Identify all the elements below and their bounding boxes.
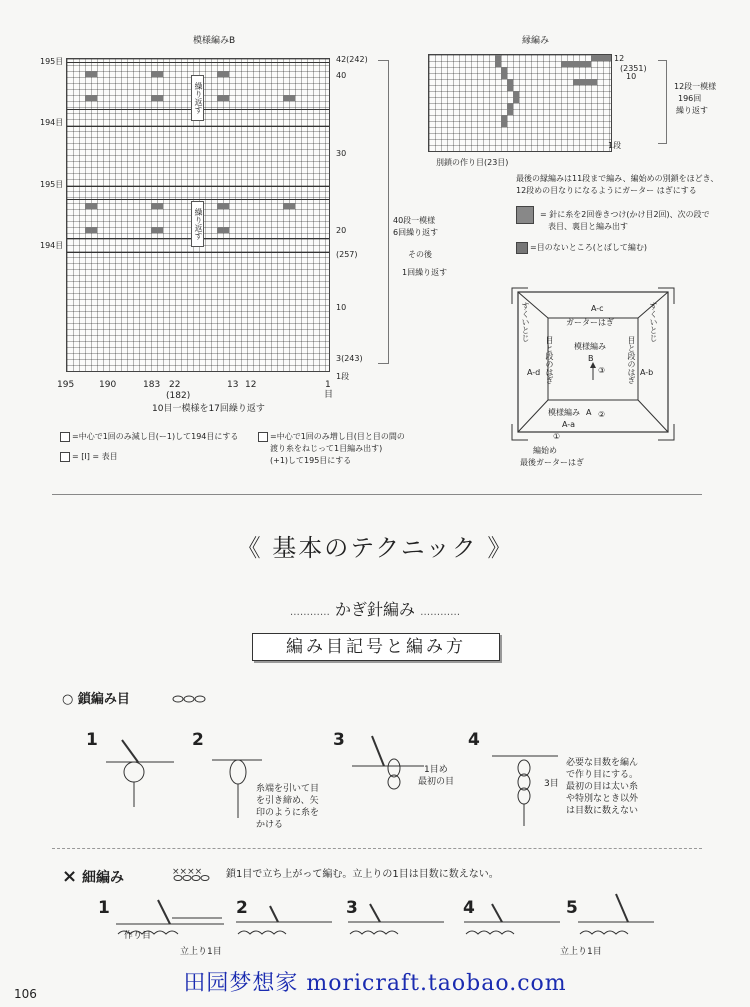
row-mark: 30 [336,149,347,158]
sc-heading: 細編み [81,870,124,886]
diag-caption-2: 最後ガーターはぎ [520,458,584,467]
chain-note-4e: は目数に数えない [566,806,639,816]
diag-center-num: ③ [598,366,606,375]
diag-bottom-num: ② [598,410,606,419]
subtitle-text: かぎ針編み [334,600,415,619]
col-number: 183 [143,380,161,390]
diag-bottom-num1: ① [553,432,561,441]
sc-illus-3 [346,900,446,946]
row-mark: 20 [336,226,347,235]
chain-note: 別鎖の作り目(23目) [436,158,509,167]
legend-decrease: =中心で1回のみ減し目(ー1)して194目にする [72,432,239,441]
diag-bottom-sub: A-a [562,420,576,429]
sc-label-b: 立上り1目 [180,947,222,957]
chart-b-grid [66,58,330,372]
edge-side-note: 繰り返す [676,106,708,115]
edge-chart-grid [428,54,612,152]
chain-symbol-icon [172,694,212,704]
chain-label-3a: 1目め [424,765,448,775]
row-mark: 42(242) [336,55,368,64]
sc-label-c: 立上り1目 [560,947,602,957]
legend-yo: = 針に糸を2回巻きつけ(かけ目2回)、次の段で [540,210,710,219]
framed-heading: 編み目記号と編み方 [252,633,500,661]
chain-label-3b: 最初の目 [418,777,455,787]
subtitle-dots-left: ………… [289,607,330,618]
edge-bracket [658,60,667,144]
chain-note-2a: 糸端を引いて目 [256,784,320,794]
sc-illus-4 [462,900,562,946]
legend-increase-3: (+1)して195目にする [270,456,352,465]
edge-chart-title: 縁編み [522,36,550,46]
edge-mark: (2351) [620,64,647,73]
diag-outer-right: すくいとじ [649,302,658,342]
chain-illus-3 [348,732,428,798]
subtitle [0,597,750,620]
section-divider [52,494,702,495]
sc-illus-2 [234,900,334,946]
sc-desc: 鎖1目で立ち上がって編む。立上りの1目は目数に数えない。 [226,869,499,880]
svg-text:××××: ×××× [172,867,203,877]
chain-step-1: 1 [86,730,98,750]
col-paren: (182) [166,391,191,401]
sc-section [62,866,124,887]
edge-mark: 10 [626,72,637,81]
legend-yo-2: 表目、裏目と編み出す [548,222,628,231]
chain-note-2c: 印のように糸を [256,808,320,818]
sc-step-4: 4 [463,898,475,918]
row-mark: 10 [336,303,347,312]
chain-note-2d: かける [256,820,284,830]
sc-step-3: 3 [346,898,358,918]
diag-right: A-b [640,368,654,377]
diag-center-1: 模様編み [574,342,606,351]
chain-label-4: 3目 [544,779,559,789]
side-note: 1回繰り返す [402,268,448,277]
repeat-box-1: 繰り返す [191,75,204,121]
diag-top-sub: ガーターはぎ [566,318,614,327]
sc-label-a: 作り目 [124,931,152,941]
chain-note-2b: を引き締め、矢 [256,796,319,806]
row-label: 194目 [40,118,64,127]
knit-icon [60,452,70,462]
col-number: 22 [169,380,181,390]
repeat-note: 10目一模様を17回繰り返す [152,404,265,414]
row-mark: 1段 [336,372,350,381]
sc-step-1: 1 [98,898,110,918]
side-note: 40段一模様 [393,216,436,225]
chain-icon: ○ [62,692,74,707]
chain-illus-1 [100,732,180,810]
sc-symbol-icon [172,866,218,882]
diag-top: A-c [591,304,604,313]
yo-twice-icon [516,206,534,224]
chart-b-title: 模様編みB [193,36,236,46]
sc-step-2: 2 [236,898,248,918]
sc-step-5: 5 [566,898,578,918]
diag-bottom-label: 模様編み [548,408,580,417]
col-number: 1 [325,380,331,390]
increase-icon [258,432,268,442]
col-number: 195 [57,380,75,390]
edge-note-2: 12段めの目なりになるようにガーター はぎにする [516,186,697,195]
col-number: 190 [99,380,117,390]
chain-note-4c: 最初の目は太い糸 [566,782,639,792]
section-dash [52,848,702,849]
no-stitch-icon [516,242,528,254]
repeat-box-2: 繰り返す [191,201,204,247]
chain-step-4: 4 [468,730,480,750]
col-unit: 目 [324,390,334,400]
repeat-bracket [378,60,389,364]
row-mark: 40 [336,71,347,80]
chain-section [62,688,130,707]
chain-step-2: 2 [192,730,204,750]
page-number: 106 [14,987,37,1001]
diag-center-2: B [588,354,594,363]
legend-increase: =中心で1回のみ増し目(目と目の間の [270,432,405,441]
watermark: 田园梦想家 moricraft.taobao.com [183,971,567,996]
row-label: 195目 [40,180,64,189]
chain-step-3: 3 [333,730,345,750]
diag-right-inner: 目と段のはぎ [627,336,636,384]
diag-outer-left: すくいとじ [521,302,530,342]
row-mark: (257) [336,250,358,259]
edge-side-note: 12段一模様 [674,82,717,91]
row-mark: 3(243) [336,354,363,363]
col-number: 13 [227,380,239,390]
decrease-icon [60,432,70,442]
edge-mark: 1段 [608,141,622,150]
sc-icon: × [62,866,78,887]
subtitle-dots-right: ………… [420,607,461,618]
side-note: その後 [408,250,432,259]
sc-illus-5 [576,892,656,948]
legend-increase-2: 渡り糸をねじって1目編み出す) [270,444,383,453]
row-label: 194目 [40,241,64,250]
edge-note-1: 最後の縁編みは11段まで編み、編始めの別鎖をほどき、 [516,174,719,183]
diag-caption-1: 編始め [533,446,557,455]
chain-note-4d: や特別なとき以外 [566,794,639,804]
legend-knit: = [I] = 表目 [72,452,118,461]
edge-side-note: 196回 [678,94,702,103]
chain-note-4b: で作り目にする。 [566,770,639,780]
diag-left: A-d [527,368,541,377]
legend-no-stitch: =目のないところ(とばして編む) [530,243,647,252]
side-note: 6回繰り返す [393,228,439,237]
row-label: 195目 [40,57,64,66]
chain-note-4a: 必要な目数を編ん [566,758,639,768]
diag-bottom-a: A [586,408,592,417]
page-title: 《 基本のテクニック 》 [236,534,514,562]
edge-mark: 12 [614,54,625,63]
col-number: 12 [245,380,257,390]
chain-heading: 鎖編み目 [77,692,130,707]
diag-left-inner: 目と段のはぎ [545,336,554,384]
